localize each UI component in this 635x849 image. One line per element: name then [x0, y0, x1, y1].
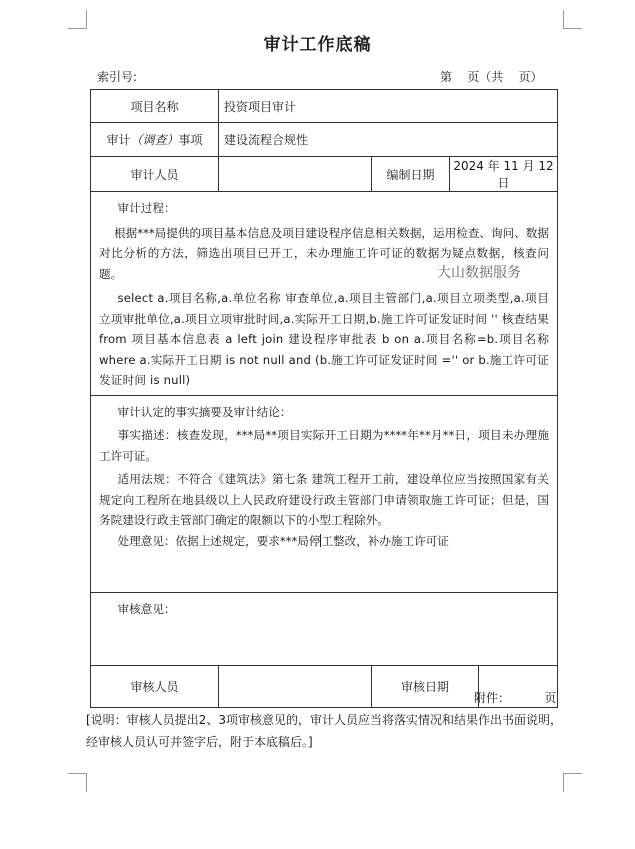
row-auditor — [91, 157, 558, 192]
crop-mark-bottom-left — [68, 773, 87, 792]
attachment-line: 附件： 页 — [474, 691, 557, 705]
workpaper-table — [90, 89, 558, 708]
findings-heading: 审计认定的事实摘要及审计结论： — [117, 404, 292, 419]
row-findings — [91, 395, 558, 592]
audit-item-value[interactable]: 建设流程合规性 — [219, 123, 558, 157]
reviewer-value[interactable] — [219, 665, 372, 707]
crop-mark-bottom-right — [563, 773, 582, 792]
crop-mark-top-right — [563, 10, 582, 29]
row-audit-item — [91, 123, 558, 157]
project-name-value[interactable]: 投资项目审计 — [219, 90, 558, 123]
crop-mark-top-left — [68, 10, 87, 29]
process-heading: 审计过程： — [117, 201, 176, 215]
audit-item-label: 审计（调查）事项 — [91, 123, 219, 157]
auditor-label: 审计人员 — [91, 157, 219, 192]
prep-date-label: 编制日期 — [372, 157, 450, 192]
review-heading: 审核意见： — [117, 601, 176, 616]
findings-opinion: 处理意见：依据上述规定，要求***局停工整改，补办施工许可证 — [117, 533, 449, 548]
footer-note: [说明：审核人员提出2、3项审核意见的，审计人员应当将落实情况和结果作出书面说明，经审核人员认可并签字后，附于本底稿后。] — [86, 713, 562, 749]
review-date-label: 审核日期 — [372, 666, 479, 707]
process-paragraph: 根据***局提供的项目基本信息及项目建设程序信息相关数据，运用检查、询问、数据对比分析的方法，筛选出项目已开工，未办理施工许可证的数据为疑点数据，核查问题。 — [99, 225, 550, 281]
auditor-value[interactable] — [219, 157, 372, 192]
index-number-label: 索引号: — [97, 70, 138, 84]
prep-date-value[interactable]: 2024 年 11 月 12 日 — [450, 157, 558, 192]
row-project-name — [91, 90, 558, 123]
findings-fact: 事实描述：核查发现，***局**项目实际开工日期为****年**月**日，项目未办理施工许可证。 — [99, 428, 550, 463]
project-name-label: 项目名称 — [91, 90, 219, 123]
findings-block[interactable] — [91, 395, 558, 592]
row-review-opinion — [91, 592, 558, 665]
page-info: 第 页（共 页） — [440, 70, 543, 84]
row-audit-process — [91, 192, 558, 396]
document-title: 审计工作底稿 — [263, 35, 372, 55]
audit-process-block[interactable] — [91, 192, 558, 396]
watermark: 大山数据服务 — [437, 265, 521, 281]
reviewer-label: 审核人员 — [91, 665, 219, 707]
process-sql: select a.项目名称,a.单位名称 审查单位,a.项目主管部门,a.项目立项类型,a.项目立项审批单位,a.项目立项审批时间,a.实际开工日期,b.施工许可证发证时间 '' 核查结果 from 项目基本信息表 a left join 建设程序审批表 b on a.项目名称=b.项目名称 where a.实际开工日期 is not null and (b.施工许可证发证时间 ='' or b.施工许可证发证时间 is null) — [99, 291, 550, 387]
review-opinion-block[interactable] — [91, 592, 558, 665]
findings-law: 适用法规：不符合《建筑法》第七条 建筑工程开工前，建设单位应当按照国家有关规定向工程所在地县级以上人民政府建设行政主管部门申请领取施工许可证；但是，国务院建设行政主管部门确定的限额以下的小型工程除外。 — [99, 472, 550, 527]
